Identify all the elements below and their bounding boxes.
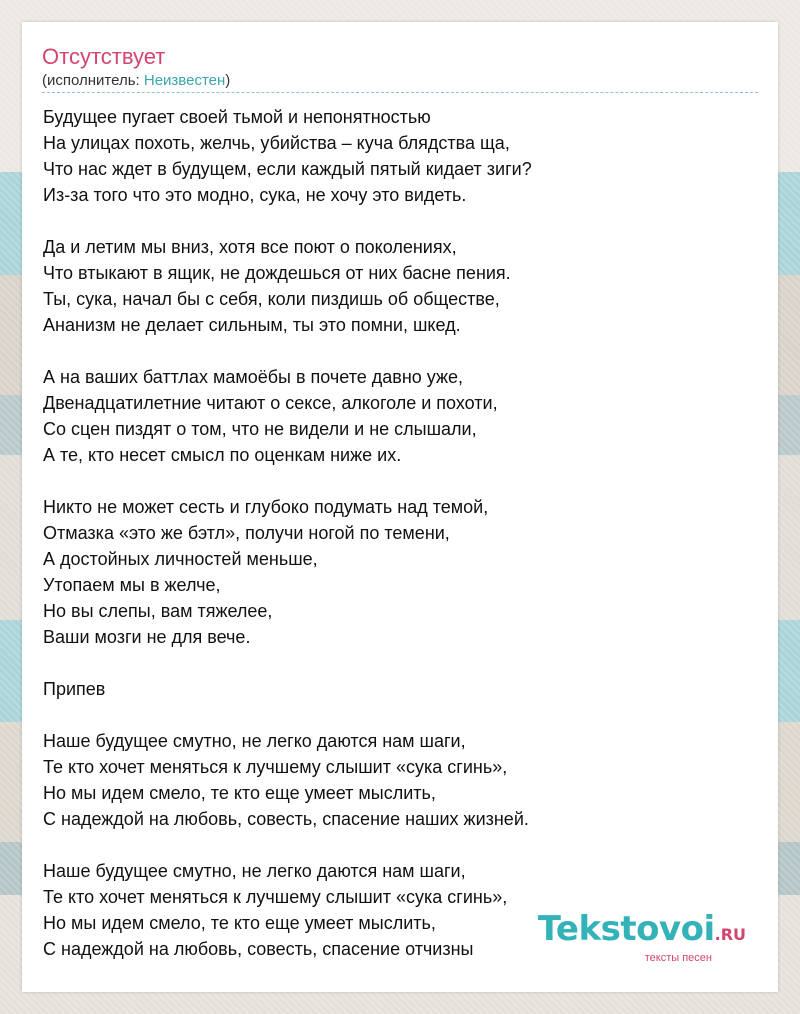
song-title: Отсутствует (42, 44, 166, 69)
lyric-line: Двенадцатилетние читают о сексе, алкоголе и похоти, (43, 393, 498, 413)
artist-prefix: (исполнитель: (42, 72, 144, 89)
lyric-line: С надеждой на любовь, совесть, спасение отчизны (43, 939, 474, 959)
lyric-line: Что нас ждет в будущем, если каждый пятый кидает зиги? (43, 159, 532, 179)
lyrics-stanza (43, 728, 763, 832)
lyric-line: Наше будущее смутно, не легко даются нам шаги, (43, 731, 466, 751)
logo-tagline: тексты песен (644, 952, 712, 964)
lyric-line: Со сцен пиздят о том, что не видели и не слышали, (43, 419, 477, 439)
artist-link[interactable]: Неизвестен (143, 72, 226, 89)
lyric-line: Утопаем мы в желче, (43, 575, 221, 595)
lyrics-text (43, 104, 763, 962)
artist-suffix: ) (225, 72, 231, 89)
lyrics-stanza (43, 676, 763, 702)
lyric-line: Те кто хочет меняться к лучшему слышит «сука сгинь», (43, 887, 508, 907)
lyric-line: Из-за того что это модно, сука, не хочу это видеть. (43, 185, 467, 205)
lyric-line: Да и летим мы вниз, хотя все поют о поколениях, (43, 237, 457, 257)
lyric-line: А достойных личностей меньше, (43, 549, 318, 569)
lyric-line: Никто не может сесть и глубоко подумать над темой, (43, 497, 489, 517)
lyric-line: На улицах похоть, желчь, убийства – куча блядства ща, (43, 133, 510, 153)
logo-tld: .RU (714, 925, 746, 944)
lyric-line: Припев (43, 679, 106, 699)
lyric-line: Ананизм не делает сильным, ты это помни, шкед. (43, 315, 461, 335)
lyric-line: А те, кто несет смысл по оценкам ниже их. (43, 445, 402, 465)
lyrics-stanza (43, 494, 763, 650)
lyric-line: Те кто хочет меняться к лучшему слышит «сука сгинь», (43, 757, 508, 777)
lyric-line: Наше будущее смутно, не легко даются нам шаги, (43, 861, 466, 881)
lyric-line: Будущее пугает своей тьмой и непонятностью (43, 107, 431, 127)
lyrics-stanza (43, 104, 763, 208)
lyric-line: Но мы идем смело, те кто еще умеет мыслить, (43, 913, 436, 933)
lyric-line: Но вы слепы, вам тяжелее, (43, 601, 273, 621)
artist-line (42, 72, 230, 90)
site-logo[interactable] (537, 909, 746, 964)
lyric-line: С надеждой на любовь, совесть, спасение наших жизней. (43, 809, 529, 829)
lyric-line: Ваши мозги не для вече. (43, 627, 251, 647)
lyrics-stanza (43, 364, 763, 468)
dashed-divider (42, 92, 758, 93)
lyric-line: Ты, сука, начал бы с себя, коли пиздишь об обществе, (43, 289, 500, 309)
logo-wordmark (537, 909, 746, 952)
logo-name: Tekstovoi (537, 909, 715, 949)
lyric-line: Отмазка «это же бэтл», получи ногой по темени, (43, 523, 450, 543)
lyric-line: Что втыкают в ящик, не дождешься от них басне пения. (43, 263, 511, 283)
lyrics-card (22, 22, 778, 992)
lyrics-stanza (43, 234, 763, 338)
lyric-line: Но мы идем смело, те кто еще умеет мыслить, (43, 783, 436, 803)
lyric-line: А на ваших баттлах мамоёбы в почете давно уже, (43, 367, 464, 387)
